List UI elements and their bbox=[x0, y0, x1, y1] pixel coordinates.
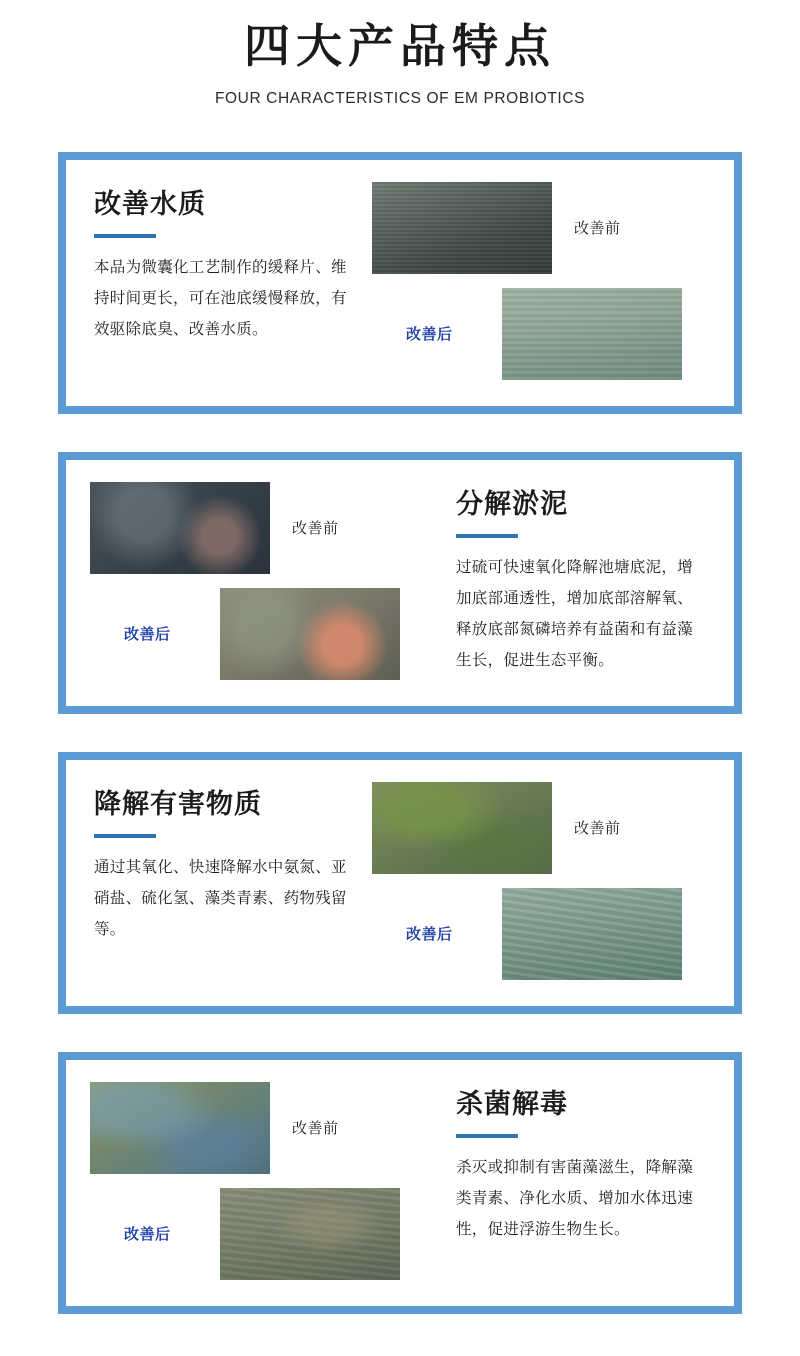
page-title: 四大产品特点 bbox=[244, 19, 556, 73]
card-text-column bbox=[66, 760, 366, 1006]
card-title: 降解有害物质 bbox=[94, 789, 262, 820]
before-caption: 改善前 bbox=[292, 1120, 339, 1137]
before-photo bbox=[372, 182, 552, 274]
after-caption: 改善后 bbox=[124, 1226, 171, 1243]
card-text-column bbox=[66, 160, 366, 406]
title-underline bbox=[456, 1134, 518, 1138]
feature-card-decompose-sludge bbox=[58, 452, 742, 714]
before-photo bbox=[90, 482, 270, 574]
title-underline bbox=[94, 834, 156, 838]
card-text-column bbox=[434, 1060, 734, 1306]
card-title: 分解淤泥 bbox=[456, 489, 568, 520]
feature-card-sterilize-detoxify bbox=[58, 1052, 742, 1314]
feature-card-improve-water-quality bbox=[58, 152, 742, 414]
card-body: 过硫可快速氧化降解池塘底泥，增加底部通透性，增加底部溶解氧、释放底部氮磷培养有益菌和有益藻生长，促进生态平衡。 bbox=[456, 559, 694, 669]
card-image-column bbox=[366, 160, 734, 406]
card-inner bbox=[66, 160, 734, 406]
after-photo bbox=[220, 1188, 400, 1280]
page-subtitle: FOUR CHARACTERISTICS OF EM PROBIOTICS bbox=[214, 89, 586, 107]
before-caption: 改善前 bbox=[292, 520, 339, 537]
card-title: 杀菌解毒 bbox=[456, 1089, 568, 1120]
after-caption: 改善后 bbox=[124, 626, 171, 643]
feature-card-degrade-harmful-substances bbox=[58, 752, 742, 1014]
page-header bbox=[0, 0, 800, 108]
card-image-column bbox=[66, 1060, 434, 1306]
title-underline bbox=[94, 234, 156, 238]
card-text-column bbox=[434, 460, 734, 706]
after-photo bbox=[502, 288, 682, 380]
title-underline bbox=[456, 534, 518, 538]
before-photo bbox=[90, 1082, 270, 1174]
before-photo bbox=[372, 782, 552, 874]
card-inner bbox=[66, 460, 734, 706]
card-image-column bbox=[366, 760, 734, 1006]
before-caption: 改善前 bbox=[574, 220, 621, 237]
before-caption: 改善前 bbox=[574, 820, 621, 837]
after-caption: 改善后 bbox=[406, 326, 453, 343]
card-inner bbox=[66, 1060, 734, 1306]
card-inner bbox=[66, 760, 734, 1006]
card-body: 杀灭或抑制有害菌藻滋生，降解藻类青素、净化水质、增加水体迅速性，促进浮游生物生长。 bbox=[456, 1159, 694, 1238]
card-body: 通过其氧化、快速降解水中氨氮、亚硝盐、硫化氢、藻类青素、药物残留等。 bbox=[94, 859, 347, 938]
card-body: 本品为微囊化工艺制作的缓释片、维持时间更长，可在池底缓慢释放，有效驱除底臭、改善水质。 bbox=[94, 259, 347, 338]
after-photo bbox=[502, 888, 682, 980]
after-photo bbox=[220, 588, 400, 680]
card-image-column bbox=[66, 460, 434, 706]
card-title: 改善水质 bbox=[94, 189, 206, 220]
after-caption: 改善后 bbox=[406, 926, 453, 943]
